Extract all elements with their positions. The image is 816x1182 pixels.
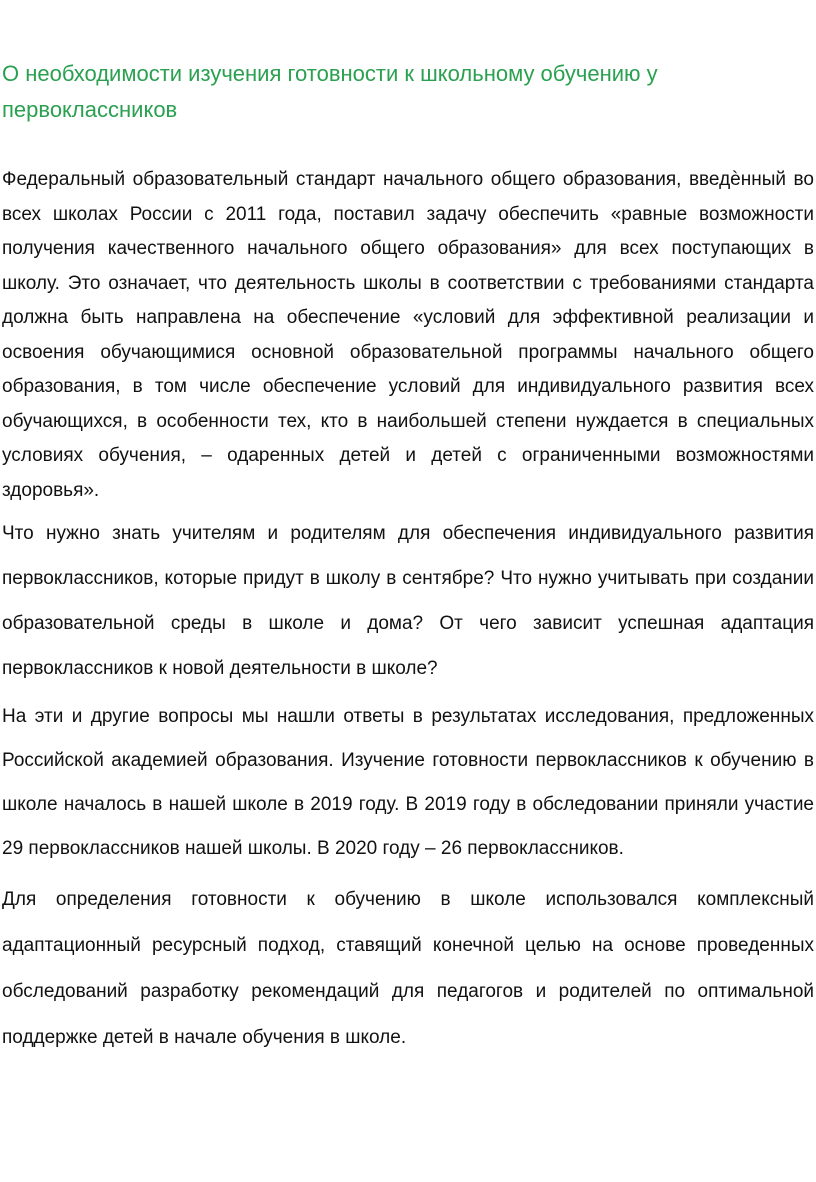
paragraph-standard: Федеральный образовательный стандарт начального общего образования, введѐнный во всех школах России с 2011 года, поставил задачу обеспечить «равные возможности получения качественного начального общего образования» для всех поступающих в школу. Это означает, что деятельность школы в соответствии с требованиями стандарта должна быть направлена на обеспечение «условий для эффективной реализации и освоения обучающимися основной образовательной программы начального общего образования, в том числе обеспечение условий для индивидуального развития всех обучающихся, в особенности тех, кто в наибольшей степени нуждается в специальных условиях обучения, – одаренных детей и детей с ограниченными возможностями здоровья». xyxy=(2,169,814,501)
paragraph-questions: Что нужно знать учителям и родителям для обеспечения индивидуального развития первоклассников, которые придут в школу в сентябре? Что нужно учитывать при создании образовательной среды в школе и дома? От чего зависит успешная адаптация первоклассников к новой деятельности в школе? xyxy=(2,523,814,679)
paragraph-method: Для определения готовности к обучению в школе использовался комплексный адаптационный ресурсный подход, ставящий конечной целью на основе проведенных обследований разработку рекомендаций для педагогов и родителей по оптимальной поддержке детей в начале обучения в школе. xyxy=(2,889,814,1048)
document-title: О необходимости изучения готовности к школьному обучению у первоклассников xyxy=(2,61,658,122)
paragraph-research: На эти и другие вопросы мы нашли ответы в результатах исследования, предложенных Российской академией образования. Изучение готовности первоклассников к обучению в школе началось в нашей школе в 2019 году. В 2019 году в обследовании приняли участие 29 первоклассников нашей школы. В 2020 году – 26 первоклассников. xyxy=(2,706,814,859)
